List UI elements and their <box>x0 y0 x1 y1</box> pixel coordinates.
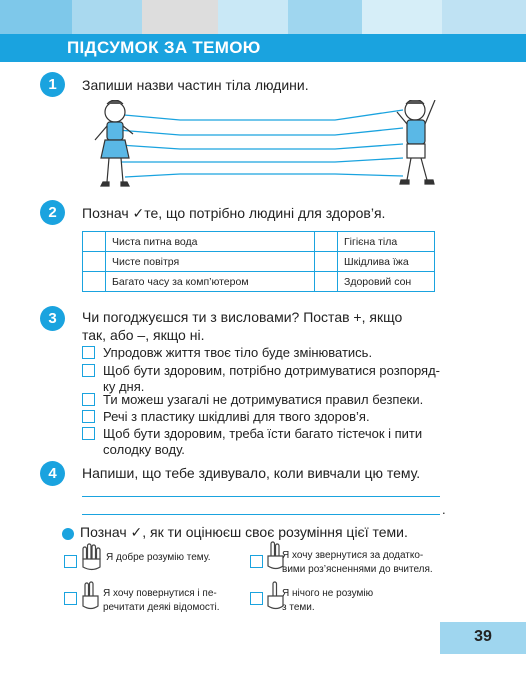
health-needs-table <box>82 231 435 292</box>
checkbox-cell[interactable] <box>315 232 338 252</box>
table-row <box>83 272 435 292</box>
assessment-checkbox[interactable] <box>64 592 77 605</box>
table-row <box>83 252 435 272</box>
assessment-option-1: Я добре розумію тему. <box>106 552 211 563</box>
girl-figure <box>95 100 133 186</box>
checkbox-cell[interactable] <box>315 252 338 272</box>
assessment-option-3-line1: Я хочу повернутися і пе- <box>103 588 217 599</box>
statement-checkbox[interactable] <box>82 410 95 423</box>
section-header <box>0 34 526 62</box>
assessment-checkbox[interactable] <box>64 555 77 568</box>
boy-figure <box>397 100 435 184</box>
open-hand-icon <box>80 543 104 573</box>
top-color-stripes <box>0 0 526 34</box>
statement-text-cont: ку дня. <box>103 379 145 394</box>
assessment-checkbox[interactable] <box>250 592 263 605</box>
self-assessment-title: Познач ✓, як ти оцінюєш своє розуміння цієї теми. <box>80 524 408 540</box>
task-2-number: 2 <box>40 200 65 225</box>
task-4-text: Напиши, що тебе здивувало, коли вивчали цю тему. <box>82 465 421 481</box>
checkbox-cell[interactable] <box>83 252 106 272</box>
statement-checkbox[interactable] <box>82 346 95 359</box>
statement-text: Упродовж життя твоє тіло буде змінюватись. <box>103 345 373 360</box>
statement-text: Ти можеш узагалі не дотримуватися правил безпеки. <box>103 392 424 407</box>
assessment-option-3-line2: речитати деякі відомості. <box>103 602 220 613</box>
task-3-number: 3 <box>40 306 65 331</box>
table-cell: Шкідлива їжа <box>338 252 435 272</box>
task-2-text: Познач ✓те, що потрібно людині для здоров’я. <box>82 205 386 221</box>
statement-checkbox[interactable] <box>82 427 95 440</box>
statement-checkbox[interactable] <box>82 393 95 406</box>
checkbox-cell[interactable] <box>83 272 106 292</box>
answer-period: . <box>442 502 446 517</box>
checkbox-cell[interactable] <box>83 232 106 252</box>
section-title: ПІДСУМОК ЗА ТЕМОЮ <box>67 38 261 57</box>
table-cell: Багато часу за комп’ютером <box>106 272 315 292</box>
statement-text: Щоб бути здоровим, потрібно дотримуватися розпоряд- <box>103 363 440 378</box>
table-cell: Гігієна тіла <box>338 232 435 252</box>
statement-text: Щоб бути здоровим, треба їсти багато тістечок і пити <box>103 426 423 441</box>
bullet-dot <box>62 528 74 540</box>
table-cell: Чисте повітря <box>106 252 315 272</box>
task-3-text-line2: так, або –, якщо ні. <box>82 327 205 343</box>
assessment-option-2-line1: Я хочу звернутися за додатко- <box>282 550 424 561</box>
task-1-text: Запиши назви частин тіла людини. <box>82 77 309 93</box>
task-1-number: 1 <box>40 72 65 97</box>
assessment-checkbox[interactable] <box>250 555 263 568</box>
two-fingers-icon <box>80 581 102 613</box>
table-cell: Здоровий сон <box>338 272 435 292</box>
answer-line[interactable] <box>82 514 440 515</box>
statement-checkbox[interactable] <box>82 364 95 377</box>
page-number: 39 <box>440 622 526 654</box>
table-cell: Чиста питна вода <box>106 232 315 252</box>
answer-line[interactable] <box>82 496 440 497</box>
task-4-number: 4 <box>40 461 65 486</box>
body-parts-illustration <box>85 100 455 200</box>
assessment-option-2-line2: вими роз’ясненнями до вчителя. <box>282 564 433 575</box>
table-row <box>83 232 435 252</box>
assessment-option-4-line2: з теми. <box>282 602 315 613</box>
checkbox-cell[interactable] <box>315 272 338 292</box>
statement-text-cont: солодку воду. <box>103 442 185 457</box>
task-3-text-line1: Чи погоджуєшся ти з висловами? Постав +, якщо <box>82 309 403 325</box>
statement-text: Речі з пластику шкідливі для твого здоров’я. <box>103 409 370 424</box>
connector-lines <box>113 110 403 177</box>
assessment-option-4-line1: Я нічого не розумію <box>282 588 374 599</box>
